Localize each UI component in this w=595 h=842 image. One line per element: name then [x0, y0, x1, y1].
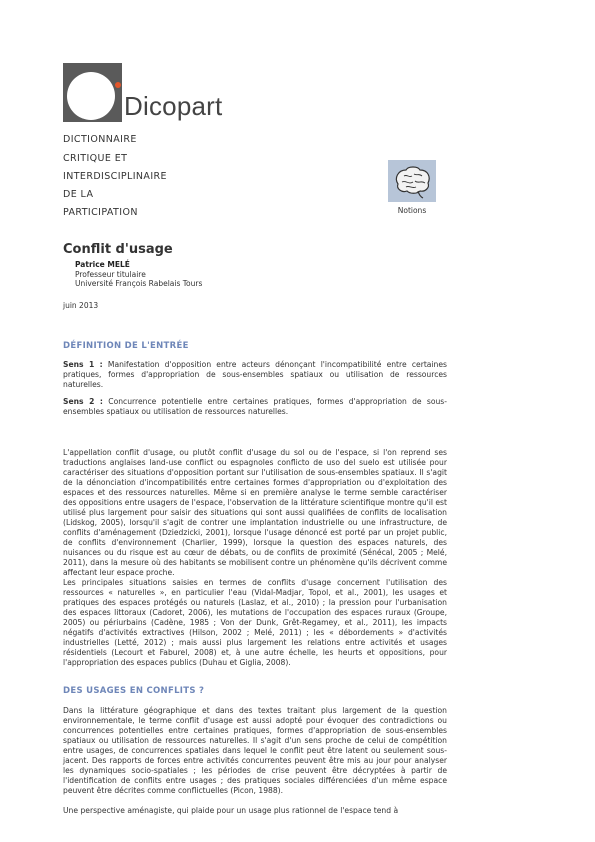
usages-paragraph: Une perspective aménagiste, qui plaide pour un usage plus rationnel de l'espace tend à: [63, 806, 399, 815]
article-title: Conflit d'usage: [63, 242, 173, 257]
intro-paragraph: L'appellation conflit d'usage, ou plutôt conflit d'usage du sol ou de l'espace, si l'on reprend ses traductions anglaises land-use conflict ou espagnoles conflicto de uso del suelo est utilisée pour caractériser des situations d'opposition portant sur l'utilisation de sous-ensembles spatiaux. Il s'agit de la dénonciation d'incompatibilités entre certaines formes d'appropriation ou d'exploitation des espaces et des ressources naturelles. Même si en première analyse le terme semble caractériser des oppositions entre usagers de l'espace, l'observation de la littérature scientifique montre qu'il est utilisé plus largement pour saisir des situations qui sont aussi qualifiées de conflits de localisation (Lidskog, 2005), lorsqu'il s'agit de contrer une implantation industrielle ou une infrastructure, de conflits d'aménagement (Dziedzicki, 2001), lorsque l'usage dénoncé est porté par un projet public, de conflits d'environnement (Charlier, 1999), lorsque la question des espaces naturels, des nuisances ou du risque est au cœur de débats, ou de conflits de proximité (Sénécal, 2005 ; Melé, 2011), dans la mesure où des habitants se mobilisent contre un phénomène qu'ils décrivent comme affectant leur espace proche.: [63, 448, 447, 577]
logo-dot-icon: [115, 82, 121, 88]
dictionary-title-line: INTERDISCIPLINAIRE: [63, 171, 167, 182]
sens-2-label: Sens 2 :: [63, 397, 103, 406]
notions-label[interactable]: Notions: [397, 206, 427, 215]
author-role: Professeur titulaire: [75, 270, 146, 279]
logo-mark: [63, 63, 122, 122]
definition-sens-1: [63, 360, 447, 390]
logo-ring-icon: [67, 72, 115, 120]
sens-1-label: Sens 1 :: [63, 360, 103, 369]
dicopart-logo[interactable]: [63, 63, 225, 127]
usages-paragraph: Dans la littérature géographique et dans des textes traitant plus largement de la question environnementale, le terme conflit d'usage est aussi adopté pour évoquer des contradictions ou concurrences potentielles entre certaines pratiques, formes d'appropriation de sous-ensembles spatiaux ou utilisation de ressources naturelles. Il s'agit d'un sens proche de celui de compétition entre usages, de concurrences spatiales dans lequel le conflit peut être latent ou seulement sous-jacent. Des rapports de forces entre activités concurrentes peuvent être mis au jour pour analyser les dynamiques socio-spatiales ; les périodes de crise peuvent être décryptées à partir de l'identification de conflits entre usages ; des pratiques sociales différenciées d'un même espace peuvent être décrites comme conflictuelles (Picon, 1988).: [63, 706, 447, 795]
notions-link[interactable]: [388, 160, 436, 202]
author-university: Université François Rabelais Tours: [75, 279, 203, 288]
intro-paragraph: Les principales situations saisies en termes de conflits d'usage concernent l'utilisation des ressources « naturelles », en particulier l'eau (Vidal-Madjar, Topol, et al., 2001), les usages et pratiques des espaces protégés ou naturels (Laslaz, et al., 2010) ; la pression pour l'urbanisation des espaces littoraux (Cadoret, 2006), les mutations de l'occupation des espaces ruraux (Groupe, 2005) ou périurbains (Cadène, 1985 ; Von der Dunk, Grêt-Regamey, et al., 2011), les impacts négatifs d'activités extractives (Hilson, 2002 ; Melé, 2011) ; les « débordements » d'activités industrielles (Letté, 2012) ; mais aussi plus largement les relations entre activités et usages résidentiels (Lecourt et Faburel, 2008) et, à une autre échelle, les heurts et oppositions, pour l'appropriation des espaces publics (Duhau et Giglia, 2008).: [63, 578, 447, 667]
dictionary-title-line: DE LA: [63, 189, 94, 200]
section-heading-definition: DÉFINITION DE L'ENTRÉE: [63, 341, 189, 351]
article-author[interactable]: Patrice MELÉ: [75, 260, 130, 269]
sens-2-text: Concurrence potentielle entre certaines pratiques, formes d'appropriation de sous-ensembles spatiaux ou utilisation de ressources naturelles.: [63, 397, 448, 416]
dictionary-title-line: CRITIQUE ET: [63, 153, 128, 164]
sens-1-text: Manifestation d'opposition entre acteurs dénonçant l'incompatibilité entre certaines pratiques, formes d'appropriation de sous-ensembles spatiaux ou utilisation de ressources naturelles.: [63, 360, 447, 389]
dictionary-title-line: PARTICIPATION: [63, 207, 138, 218]
article-date: juin 2013: [63, 301, 99, 310]
section-heading-usages: DES USAGES EN CONFLITS ?: [63, 686, 205, 696]
dictionary-title-line: DICTIONNAIRE: [63, 134, 137, 145]
logo-name: Dicopart: [124, 91, 223, 121]
definition-sens-2: [63, 397, 447, 417]
brain-icon: [388, 160, 436, 202]
